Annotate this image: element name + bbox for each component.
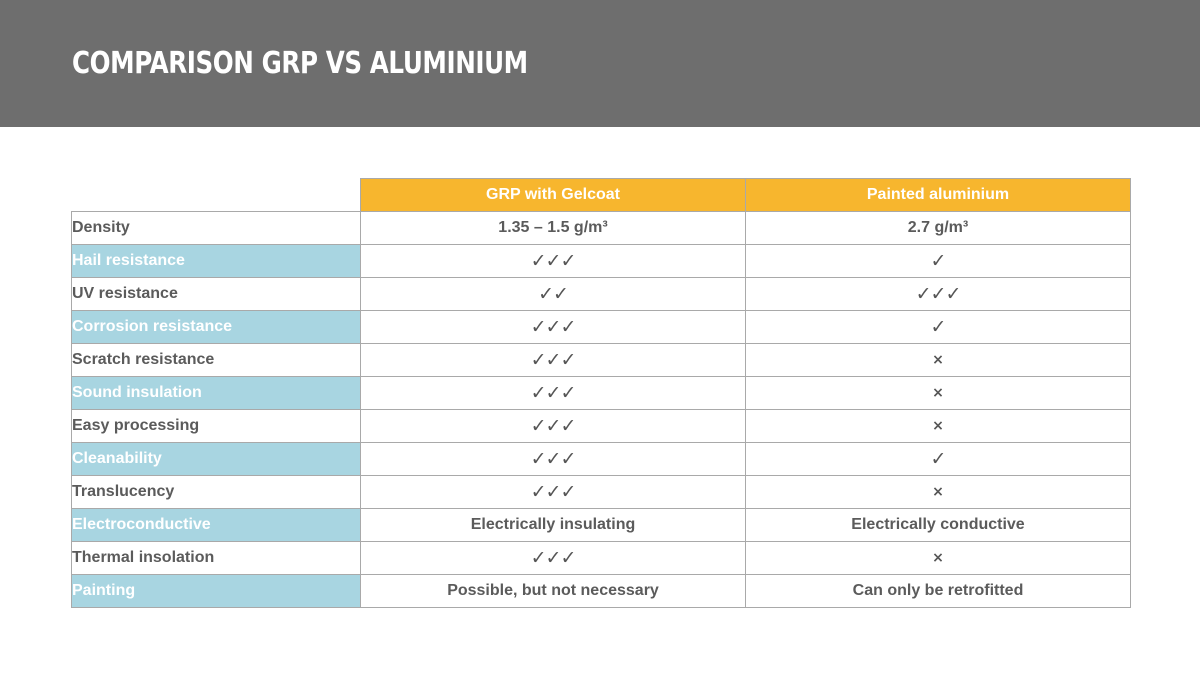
aluminium-value-cell	[746, 575, 1131, 608]
checkmark-icon: ✓	[930, 250, 946, 272]
grp-value-cell	[361, 245, 746, 278]
row-label: Painting	[72, 575, 361, 608]
table-row	[72, 278, 1131, 311]
aluminium-value-cell	[746, 410, 1131, 443]
row-label: Density	[72, 212, 361, 245]
grp-value-cell	[361, 212, 746, 245]
value-text: Electrically conductive	[851, 516, 1025, 533]
checkmark-icon: ✓✓✓	[530, 250, 576, 272]
grp-value-cell	[361, 509, 746, 542]
table-row	[72, 575, 1131, 608]
row-label: Hail resistance	[72, 245, 361, 278]
table-row	[72, 443, 1131, 476]
cross-icon: ×	[932, 550, 944, 566]
grp-value-cell	[361, 575, 746, 608]
table-row	[72, 377, 1131, 410]
checkmark-icon: ✓✓	[538, 283, 568, 305]
cross-icon: ×	[932, 418, 944, 434]
checkmark-icon: ✓✓✓	[530, 349, 576, 371]
value-text: 2.7 g/m³	[907, 219, 969, 236]
column-header-grp: GRP with Gelcoat	[361, 179, 746, 212]
row-label: UV resistance	[72, 278, 361, 311]
table-row	[72, 344, 1131, 377]
grp-value-cell	[361, 311, 746, 344]
cross-icon: ×	[932, 484, 944, 500]
page-title: COMPARISON GRP VS ALUMINIUM	[72, 46, 528, 81]
value-text: 1.35 – 1.5 g/m³	[498, 219, 608, 236]
grp-value-cell	[361, 476, 746, 509]
grp-value-cell	[361, 278, 746, 311]
checkmark-icon: ✓✓✓	[530, 547, 576, 569]
checkmark-icon: ✓✓✓	[530, 415, 576, 437]
aluminium-value-cell	[746, 212, 1131, 245]
checkmark-icon: ✓✓✓	[530, 448, 576, 470]
grp-value-cell	[361, 542, 746, 575]
blank-corner-cell	[72, 179, 361, 212]
aluminium-value-cell	[746, 542, 1131, 575]
aluminium-value-cell	[746, 377, 1131, 410]
cross-icon: ×	[932, 385, 944, 401]
row-label: Translucency	[72, 476, 361, 509]
aluminium-value-cell	[746, 344, 1131, 377]
cross-icon: ×	[932, 352, 944, 368]
row-label: Cleanability	[72, 443, 361, 476]
aluminium-value-cell	[746, 509, 1131, 542]
aluminium-value-cell	[746, 443, 1131, 476]
column-header-aluminium: Painted aluminium	[746, 179, 1131, 212]
row-label: Electroconductive	[72, 509, 361, 542]
row-label: Easy processing	[72, 410, 361, 443]
aluminium-value-cell	[746, 278, 1131, 311]
row-label: Sound insulation	[72, 377, 361, 410]
checkmark-icon: ✓✓✓	[915, 283, 961, 305]
row-label: Scratch resistance	[72, 344, 361, 377]
value-text: Possible, but not necessary	[447, 582, 659, 599]
table-row	[72, 476, 1131, 509]
checkmark-icon: ✓✓✓	[530, 382, 576, 404]
row-label: Corrosion resistance	[72, 311, 361, 344]
aluminium-value-cell	[746, 245, 1131, 278]
row-label: Thermal insolation	[72, 542, 361, 575]
checkmark-icon: ✓	[930, 448, 946, 470]
aluminium-value-cell	[746, 311, 1131, 344]
comparison-table	[71, 178, 1131, 608]
value-text: Can only be retrofitted	[852, 582, 1024, 599]
aluminium-value-cell	[746, 476, 1131, 509]
checkmark-icon: ✓✓✓	[530, 481, 576, 503]
checkmark-icon: ✓	[930, 316, 946, 338]
table-row	[72, 509, 1131, 542]
table-row	[72, 311, 1131, 344]
grp-value-cell	[361, 443, 746, 476]
grp-value-cell	[361, 377, 746, 410]
table-row	[72, 245, 1131, 278]
value-text: Electrically insulating	[470, 516, 636, 533]
grp-value-cell	[361, 344, 746, 377]
grp-value-cell	[361, 410, 746, 443]
table-row	[72, 542, 1131, 575]
checkmark-icon: ✓✓✓	[530, 316, 576, 338]
table-header-row	[72, 179, 1131, 212]
table-row	[72, 212, 1131, 245]
table-row	[72, 410, 1131, 443]
